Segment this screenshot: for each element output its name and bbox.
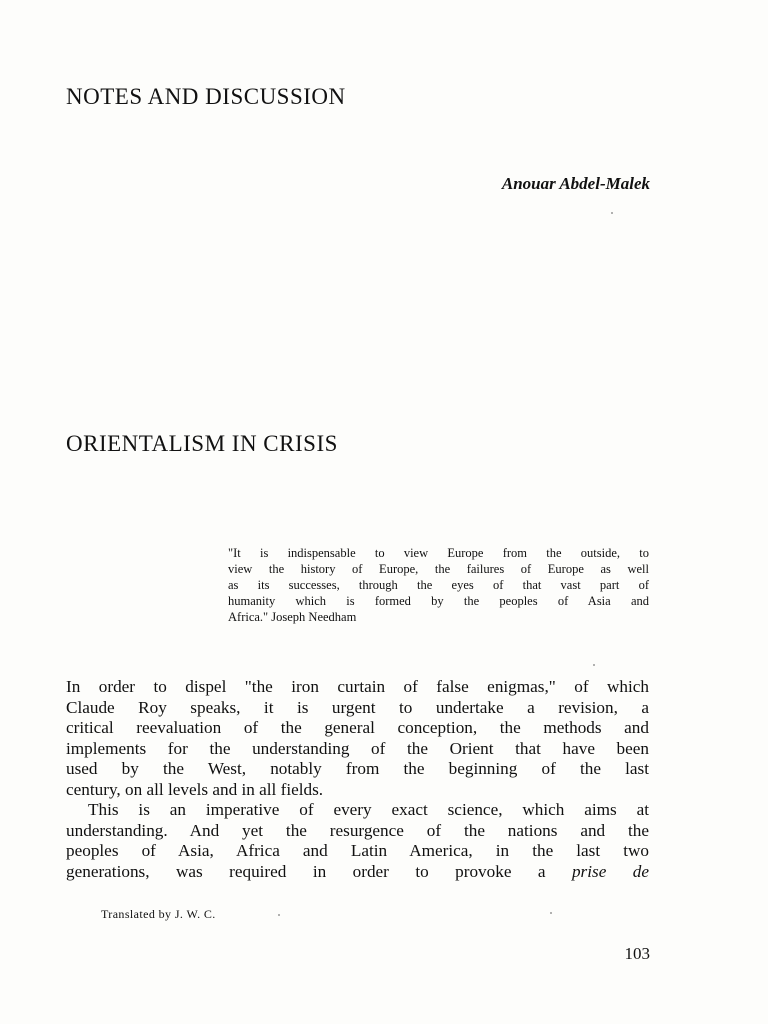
body-line: critical reevaluation of the general conception, the methods and xyxy=(66,718,649,737)
epigraph-line: "It is indispensable to view Europe from the outside, to xyxy=(228,546,649,560)
author-name: Anouar Abdel-Malek xyxy=(501,174,650,193)
body-line: century, on all levels and in all fields. xyxy=(66,779,324,799)
body-line-final xyxy=(66,862,649,883)
body-line: implements for the understanding of the Orient that have been xyxy=(66,738,649,758)
body-line: In order to dispel "the iron curtain of false enigmas," of which xyxy=(66,677,649,696)
body-line: peoples of Asia, Africa and Latin America, in the last two xyxy=(66,841,649,860)
article-title: ORIENTALISM IN CRISIS xyxy=(66,431,338,456)
body-line-text: generations, was required in order to provoke a xyxy=(66,861,546,881)
body-line: Claude Roy speaks, it is urgent to undertake a revision, a xyxy=(66,697,649,717)
section-heading: NOTES AND DISCUSSION xyxy=(66,84,346,109)
translator-footnote: Translated by J. W. C. xyxy=(101,907,216,921)
epigraph-line: humanity which is formed by the peoples of Asia and xyxy=(228,594,649,608)
italic-phrase: prise de xyxy=(571,861,649,881)
epigraph-line: view the history of Europe, the failures of Europe as well xyxy=(228,562,649,576)
epigraph-quote xyxy=(228,545,649,625)
body-line: understanding. And yet the resurgence of the nations and the xyxy=(66,820,649,840)
scan-speck xyxy=(593,664,595,666)
epigraph-line: Africa." Joseph Needham xyxy=(228,610,357,624)
scan-speck xyxy=(278,914,280,916)
body-line: This is an imperative of every exact science, which aims at xyxy=(88,800,649,819)
page-number: 103 xyxy=(624,944,650,963)
epigraph-line: as its successes, through the eyes of that vast part of xyxy=(228,578,649,592)
body-text xyxy=(66,677,649,882)
scan-speck xyxy=(550,912,552,914)
scan-speck xyxy=(611,212,613,214)
body-line: used by the West, notably from the beginning of the last xyxy=(66,759,649,778)
